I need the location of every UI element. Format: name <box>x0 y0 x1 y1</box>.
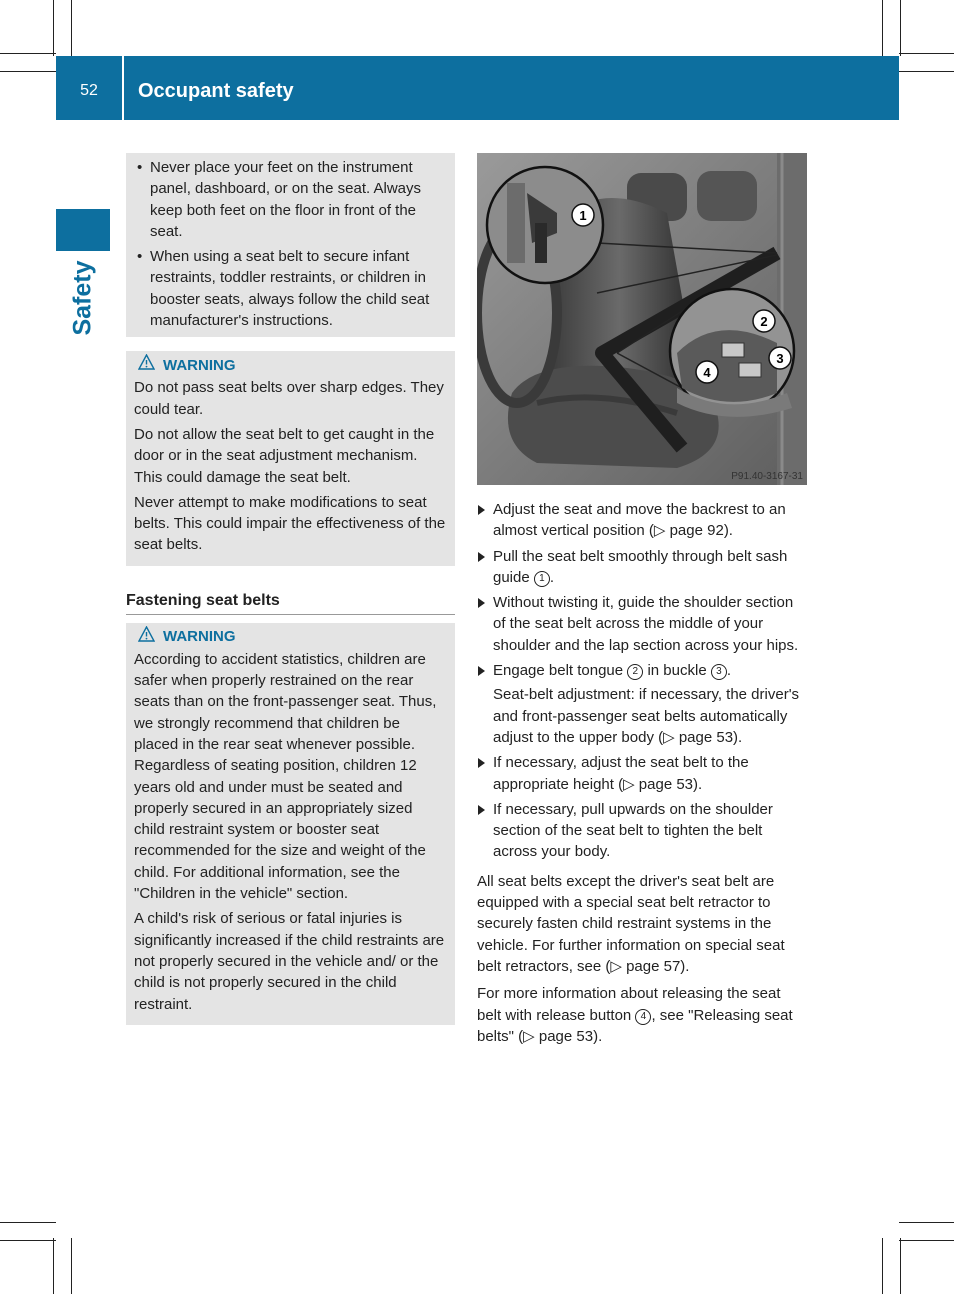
warning-heading <box>134 354 447 377</box>
side-section-label: Safety <box>68 260 97 336</box>
step-arrow-icon <box>478 552 485 562</box>
crop-mark <box>882 1238 883 1294</box>
page-header <box>56 56 899 120</box>
crop-mark <box>899 53 954 54</box>
warning-heading <box>134 626 447 649</box>
svg-text:2: 2 <box>760 314 768 329</box>
section-heading: Fastening seat belts <box>126 590 455 615</box>
warning-label: WARNING <box>163 356 236 374</box>
callout-ref: 1 <box>534 571 550 587</box>
list-item: Adjust the seat and move the backrest to an almost vertical position (▷ page 92). <box>477 499 807 542</box>
crop-mark <box>899 1240 954 1241</box>
crop-mark <box>899 1222 954 1223</box>
warning-triangle-icon <box>138 626 155 649</box>
crop-mark <box>71 1238 72 1294</box>
left-column <box>126 153 455 1025</box>
figure-code: P91.40-3167-31 <box>731 471 803 482</box>
section-tab <box>56 209 110 251</box>
crop-mark <box>0 53 56 54</box>
crop-mark <box>0 71 56 72</box>
step-arrow-icon <box>478 758 485 768</box>
right-column <box>477 153 807 1047</box>
callout-ref: 3 <box>711 664 727 680</box>
crop-mark <box>53 1238 54 1294</box>
warning-label: WARNING <box>163 628 236 646</box>
crop-mark <box>882 0 883 56</box>
crop-mark <box>53 0 54 56</box>
callout-ref: 4 <box>635 1009 651 1025</box>
callout-ref: 2 <box>627 664 643 680</box>
list-item: • Never place your feet on the instrument panel, dashboard, or on the seat. Always keep both feet on the floor in front of the seat. <box>134 157 447 242</box>
seat-illustration-image <box>477 153 807 485</box>
warning-text: A child's risk of serious or fatal injuries is significantly increased if the child restraints are not properly secured in the vehicle and/ or the child is not properly secured in the child restraint. <box>134 910 445 1013</box>
list-item: If necessary, adjust the seat belt to the appropriate height (▷ page 53). <box>477 752 807 795</box>
svg-text:1: 1 <box>579 208 587 223</box>
crop-mark <box>900 0 901 56</box>
page-number: 52 <box>56 56 124 120</box>
instruction-list <box>477 499 807 863</box>
step-arrow-icon <box>478 505 485 515</box>
safety-notes-box <box>126 153 455 337</box>
page-title: Occupant safety <box>138 80 294 102</box>
list-item: Without twisting it, guide the shoulder section of the seat belt across the middle of your shoulder and the lap section across your hips. <box>477 592 807 656</box>
step-arrow-icon <box>478 598 485 608</box>
callout-3 <box>769 347 791 369</box>
step-note: Seat-belt adjustment: if necessary, the driver's and front-passenger seat belts automatically adjust to the upper body (▷ page 53). <box>493 686 800 746</box>
warning-text: According to accident statistics, children are safer when properly restrained on the rear seats than on the front-passenger seat. Thus, we strongly recommend that children be placed in the rear seat whenever possible. Regardless of seating position, children 12 years old and under must be seated and properly secured in an appropriately sized child restraint system or booster seat recommended for the size and weight of the child. For additional information, see the "Children in the vehicle" section. <box>134 650 437 903</box>
warning-text: Do not allow the seat belt to get caught in the door or in the seat adjustment mechanism. This could damage the seat belt. <box>134 425 435 486</box>
crop-mark <box>900 1238 901 1294</box>
warning-box <box>126 351 455 565</box>
step-arrow-icon <box>478 666 485 676</box>
body-paragraph: All seat belts except the driver's seat belt are equipped with a special seat belt retractor to securely fasten child restraint systems in the vehicle. For further information on special seat belt retractors, see (▷ page 57). <box>477 872 785 975</box>
callout-2 <box>753 310 775 332</box>
crop-mark <box>899 71 954 72</box>
step-arrow-icon <box>478 805 485 815</box>
svg-text:4: 4 <box>703 365 711 380</box>
warning-triangle-icon <box>138 354 155 377</box>
list-item: Pull the seat belt smoothly through belt sash guide 1 . <box>477 546 807 589</box>
list-item: If necessary, pull upwards on the shoulder section of the seat belt to tighten the belt across your body. <box>477 799 807 863</box>
callout-1 <box>572 204 594 226</box>
warning-text: Do not pass seat belts over sharp edges. They could tear. <box>134 379 444 418</box>
seat-belt-illustration <box>477 153 807 485</box>
body-paragraph: For more information about releasing the seat belt with release button 4 , see "Releasing seat belts" (▷ page 53). <box>477 985 793 1045</box>
crop-mark <box>0 1240 56 1241</box>
callout-4 <box>696 361 718 383</box>
list-item: Engage belt tongue 2 in buckle 3 . Seat-belt adjustment: if necessary, the driver's and front-passenger seat belts automatically adjust to the upper body (▷ page 53). <box>477 660 807 748</box>
svg-text:3: 3 <box>776 351 784 366</box>
crop-mark <box>0 1222 56 1223</box>
warning-box <box>126 623 455 1025</box>
crop-mark <box>71 0 72 56</box>
list-item: • When using a seat belt to secure infant restraints, toddler restraints, or children in booster seats, always follow the child seat manufacturer's instructions. <box>134 246 447 331</box>
warning-text: Never attempt to make modifications to seat belts. This could impair the effectiveness of the seat belts. <box>134 493 446 554</box>
